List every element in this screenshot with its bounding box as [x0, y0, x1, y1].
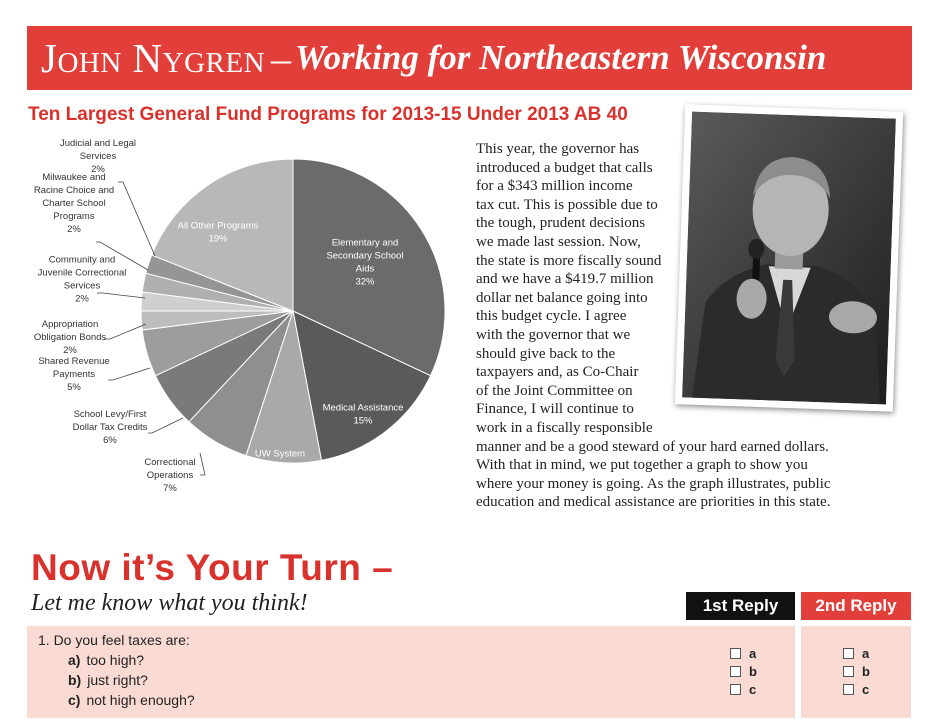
article-line: and we have a $419.7 million — [476, 271, 654, 288]
slice-label-line: Shared Revenue — [38, 356, 110, 367]
second-reply-option-a[interactable] — [843, 644, 870, 662]
slice-label-line: 8% — [273, 461, 287, 473]
slice-label-line: Aids — [355, 263, 375, 275]
header-banner — [27, 26, 912, 90]
slice-label-line: Milwaukee and — [42, 172, 106, 183]
article-line: where your money is going. As the graph illustrates, public — [476, 475, 831, 492]
second-reply-option-c[interactable] — [843, 680, 870, 698]
slice-label — [38, 255, 127, 305]
slice-label-line: Services — [63, 280, 101, 292]
chart-section-title: Ten Largest General Fund Programs for 2013-15 Under 2013 AB 40 — [28, 104, 628, 125]
slice-label-line: Secondary School — [326, 250, 404, 262]
option-b-text: just right? — [87, 672, 148, 688]
article-line: introduced a budget that calls — [476, 159, 653, 176]
option-a-letter: a) — [68, 652, 81, 668]
checkbox[interactable] — [730, 648, 741, 659]
article-line: This year, the governor has — [476, 141, 640, 157]
question-text: 1. Do you feel taxes are: — [38, 632, 190, 648]
leader-line — [118, 182, 155, 256]
slice-label-line: 7% — [163, 483, 177, 494]
slice-label-line: 19% — [208, 233, 228, 245]
checkbox[interactable] — [843, 648, 854, 659]
checkbox-label: c — [749, 681, 757, 697]
slice-label-line: Medical Assistance — [322, 402, 404, 414]
slice-label-line: Elementary and — [331, 237, 399, 249]
slice-label — [34, 319, 107, 356]
article-text — [476, 140, 831, 512]
option-c-text: not high enough? — [86, 692, 195, 708]
slice-label-line: 32% — [355, 276, 375, 288]
article-line: the tough, prudent decisions — [476, 215, 646, 232]
leader-line — [104, 324, 146, 339]
slice-label-line: 2% — [75, 293, 89, 305]
slice-label — [34, 172, 114, 235]
second-reply-option-b[interactable] — [843, 662, 870, 680]
slice-label-line: 15% — [353, 415, 373, 427]
article-line: the state is more fiscally sound — [476, 252, 662, 269]
article-line: With that in mind, we put together a graph to show you — [476, 457, 808, 474]
slice-label-line: 2% — [63, 345, 77, 356]
slice-label — [144, 457, 195, 494]
leader-line — [108, 368, 150, 380]
slice-label-line: Community and — [48, 254, 116, 266]
first-reply-option-a[interactable] — [730, 644, 757, 662]
checkbox-label: a — [862, 645, 870, 661]
first-reply-header: 1st Reply — [686, 592, 795, 620]
leader-line — [200, 453, 205, 475]
slice-label-line: 2% — [91, 164, 105, 175]
article-line: of the Joint Committee on — [476, 382, 633, 399]
slice-label-line: 5% — [67, 382, 81, 393]
second-reply-header: 2nd Reply — [801, 592, 911, 620]
option-b-letter: b) — [68, 672, 82, 688]
slice-label-line: Dollar Tax Credits — [72, 422, 148, 433]
article-line: we made last session. Now, — [476, 233, 641, 250]
banner-slogan: Working for Northeastern Wisconsin — [295, 38, 827, 77]
pie-chart-svg — [0, 128, 470, 518]
slice-label — [73, 409, 148, 446]
pie-chart — [0, 128, 470, 518]
article-line: work in a fiscally responsible — [476, 419, 653, 436]
checkbox-label: b — [749, 663, 757, 679]
option-a-text: too high? — [86, 652, 145, 668]
option-a — [68, 652, 144, 668]
checkbox-label: c — [862, 681, 870, 697]
slice-label-line: Juvenile Correctional — [37, 267, 127, 279]
checkbox-label: a — [749, 645, 757, 661]
slice-label — [38, 356, 109, 393]
slice-label-line: Obligation Bonds — [33, 332, 107, 343]
slice-label-line: UW System — [254, 448, 306, 460]
turn-subtitle: Let me know what you think! — [31, 590, 308, 616]
slice-label-line: All Other Programs — [177, 220, 259, 232]
slice-label-line: Charter School — [42, 198, 106, 209]
checkbox[interactable] — [843, 666, 854, 677]
slice-label-line: Operations — [146, 470, 194, 481]
article-line: dollar net balance going into — [476, 289, 648, 306]
leader-line — [97, 293, 145, 298]
article-line: should give back to the — [476, 345, 616, 362]
first-reply-checkboxes — [730, 644, 757, 698]
option-c — [68, 692, 195, 708]
slice-label-line: School Levy/First — [73, 409, 147, 420]
turn-title: Now it’s Your Turn – — [31, 547, 394, 588]
slice-label-line: Racine Choice and — [33, 185, 115, 196]
checkbox-label: b — [862, 663, 870, 679]
second-reply-checkboxes — [843, 644, 870, 698]
article-line: manner and be a good steward of your hard earned dollars. — [476, 438, 829, 455]
slice-label-line: 2% — [67, 224, 81, 235]
checkbox[interactable] — [730, 684, 741, 695]
checkbox[interactable] — [843, 684, 854, 695]
article-line: tax cut. This is possible due to — [476, 196, 658, 213]
leader-line — [148, 418, 183, 433]
first-reply-option-c[interactable] — [730, 680, 757, 698]
slice-label-line: Correctional — [144, 457, 196, 468]
slice-label-line: Appropriation — [41, 319, 99, 330]
slice-label — [60, 138, 136, 175]
checkbox[interactable] — [730, 666, 741, 677]
banner-name: John Nygren — [41, 35, 266, 81]
article-line: with the governor that we — [476, 326, 631, 343]
slice-label-line: Programs — [53, 211, 95, 222]
article-line: Finance, I will continue to — [476, 401, 634, 418]
slice-label-line: 6% — [103, 435, 117, 446]
slice-label-line: Judicial and Legal — [59, 138, 137, 149]
option-b — [68, 672, 148, 688]
article-line: education and medical assistance are priorities in this state. — [476, 494, 831, 511]
option-c-letter: c) — [68, 692, 81, 708]
article-line: this budget cycle. I agree — [476, 308, 627, 325]
slice-label-line: Payments — [52, 369, 96, 380]
article-line: for a $343 million income — [476, 178, 633, 195]
first-reply-option-b[interactable] — [730, 662, 757, 680]
slice-label-line: Services — [79, 151, 117, 162]
banner-dash: – — [271, 35, 292, 81]
article-line: taxpayers and, as Co-Chair — [476, 364, 639, 381]
